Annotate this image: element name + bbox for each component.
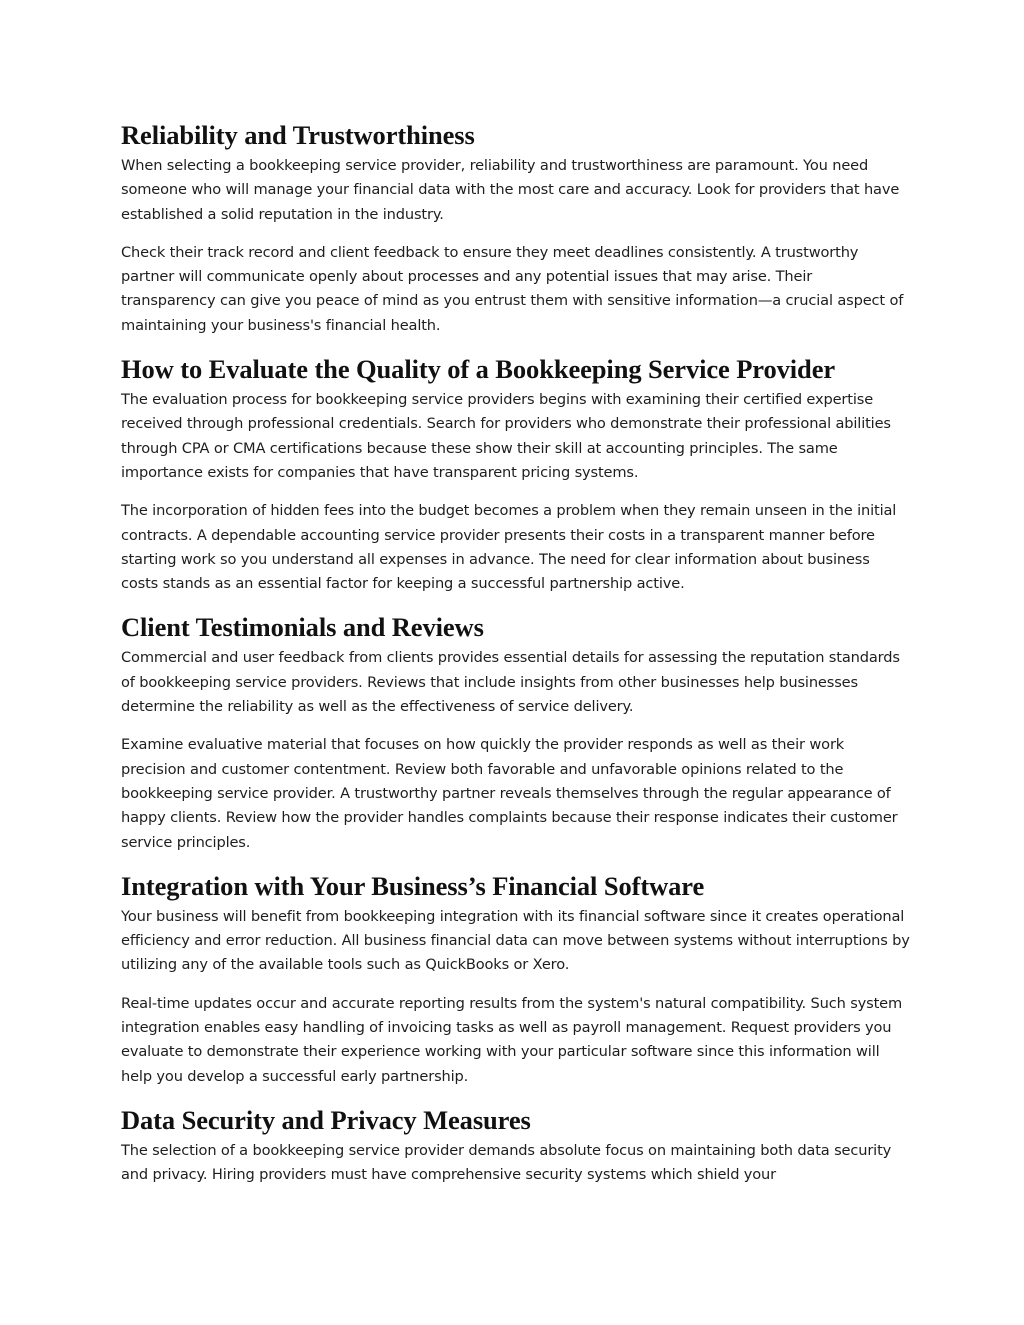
paragraph: When selecting a bookkeeping service provider, reliability and trustworthiness are paramount. You need someone who will manage your financial data with the most care and accuracy. Look for providers that have established a solid reputation in the industry. [121,157,900,223]
section-heading: Client Testimonials and Reviews [121,612,484,643]
section-testimonials [121,610,911,854]
document-page [121,118,911,1202]
paragraph: Examine evaluative material that focuses on how quickly the provider responds as well as their work precision and customer contentment. Review both favorable and unfavorable opinions related to the bookkeeping service provider. A trustworthy partner reveals themselves through the regular appearance of happy clients. Review how the provider handles complaints because their response indicates their customer service principles. [121,736,898,851]
section-integration [121,869,911,1089]
section-reliability [121,118,911,338]
paragraph: The incorporation of hidden fees into the budget becomes a problem when they remain unseen in the initial contracts. A dependable accounting service provider presents their costs in a transparent manner before starting work so you understand all expenses in advance. The need for clear information about business costs stands as an essential factor for keeping a successful partnership active. [121,502,897,593]
section-heading: Integration with Your Business’s Financial Software [121,870,705,901]
section-evaluate-quality [121,352,911,596]
paragraph: The evaluation process for bookkeeping service providers begins with examining their certified expertise received through professional credentials. Search for providers who demonstrate their professional abilities through CPA or CMA certifications because these show their skill at accounting principles. The same importance exists for companies that have transparent pricing systems. [121,391,891,481]
section-heading: Reliability and Trustworthiness [121,120,475,150]
paragraph: Your business will benefit from bookkeeping integration with its financial software since it creates operational efficiency and error reduction. All business financial data can move between systems without interruptions by utilizing any of the available tools such as QuickBooks or Xero. [121,907,910,974]
paragraph: Check their track record and client feedback to ensure they meet deadlines consistently. A trustworthy partner will communicate openly about processes and any potential issues that may arise. Their transparency can give you peace of mind as you entrust them with sensitive information—a crucial aspect of maintaining your business's financial health. [121,243,904,334]
section-data-security [121,1103,911,1188]
section-heading: Data Security and Privacy Measures [121,1104,531,1135]
section-heading: How to Evaluate the Quality of a Bookkeeping Service Provider [121,354,836,385]
paragraph: Real-time updates occur and accurate reporting results from the system's natural compatibility. Such system integration enables easy handling of invoicing tasks as well as payroll management. Request providers you evaluate to demonstrate their experience working with your particular software since this information will help you develop a successful early partnership. [121,994,903,1085]
paragraph: Commercial and user feedback from clients provides essential details for assessing the reputation standards of bookkeeping service providers. Reviews that include insights from other businesses help businesses determine the reliability as well as the effectiveness of service delivery. [121,649,900,716]
paragraph: The selection of a bookkeeping service provider demands absolute focus on maintaining both data security and privacy. Hiring providers must have comprehensive security systems which shield your [121,1141,892,1184]
